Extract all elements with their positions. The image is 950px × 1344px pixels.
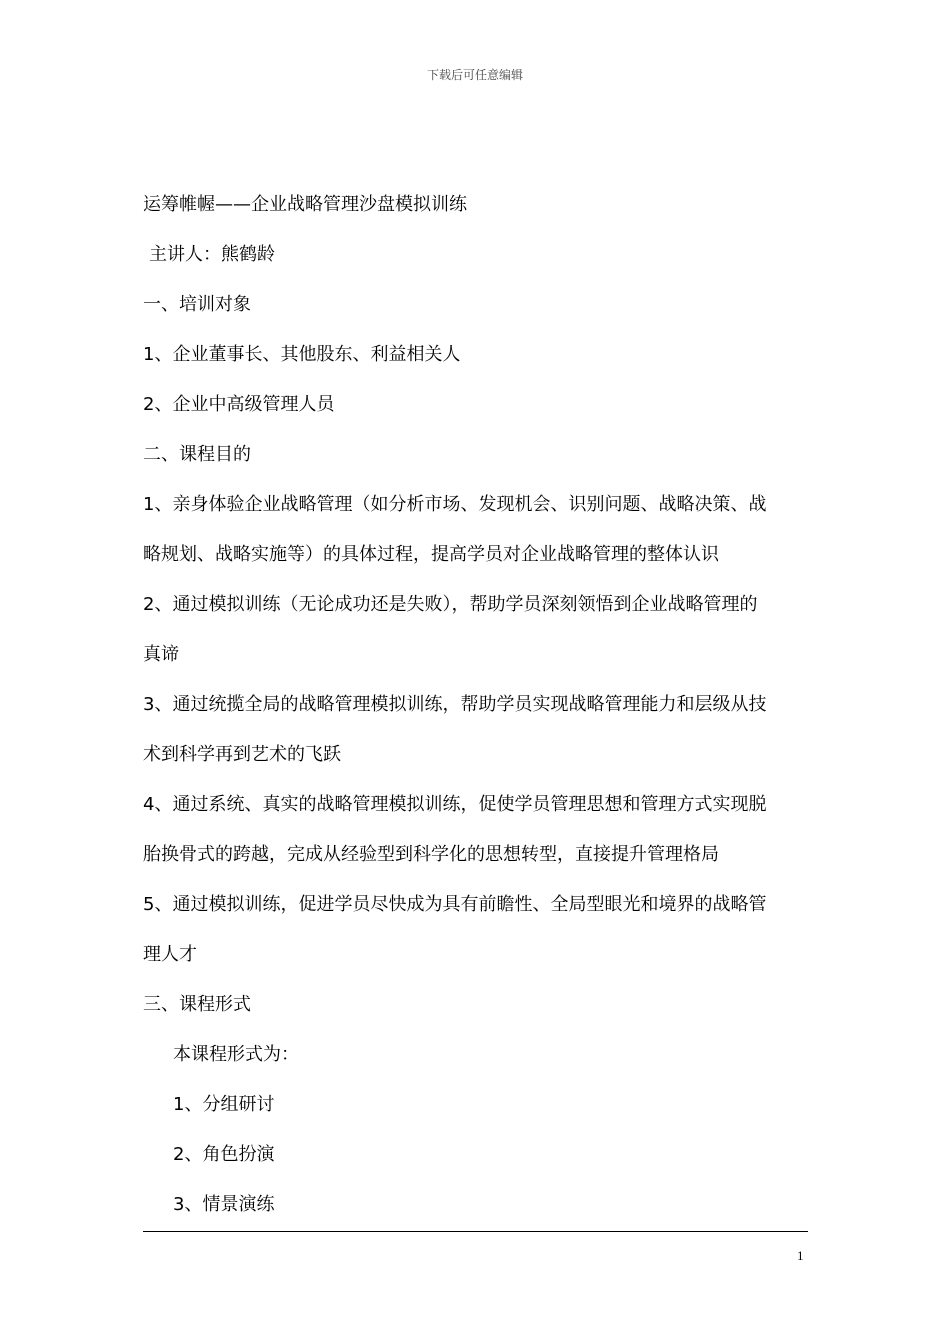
paragraph-line: 4、通过系统、真实的战略管理模拟训练，促使学员管理思想和管理方式实现脱: [143, 794, 767, 815]
lecturer-line: 主讲人：熊鹤龄: [149, 244, 275, 265]
paragraph-line: 胎换骨式的跨越，完成从经验型到科学化的思想转型，直接提升管理格局: [143, 844, 719, 865]
paragraph-line: 5、通过模拟训练，促进学员尽快成为具有前瞻性、全局型眼光和境界的战略管: [143, 894, 767, 915]
list-item: 1、分组研讨: [173, 1094, 275, 1115]
list-item: 1、企业董事长、其他股东、利益相关人: [143, 344, 461, 365]
section-heading-course-purpose: 二、课程目的: [143, 444, 251, 465]
document-body: [143, 180, 813, 1230]
paragraph-line: 3、通过统揽全局的战略管理模拟训练，帮助学员实现战略管理能力和层级从技: [143, 694, 767, 715]
paragraph-line: 理人才: [143, 944, 197, 965]
paragraph-line: 1、亲身体验企业战略管理（如分析市场、发现机会、识别问题、战略决策、战: [143, 494, 767, 515]
paragraph-line: 本课程形式为：: [173, 1044, 299, 1065]
section-heading-course-format: 三、课程形式: [143, 994, 251, 1015]
page-header: 下载后可任意编辑: [426, 68, 523, 82]
paragraph-line: 略规划、战略实施等）的具体过程，提高学员对企业战略管理的整体认识: [143, 544, 719, 565]
paragraph-line: 2、通过模拟训练（无论成功还是失败），帮助学员深刻领悟到企业战略管理的: [143, 594, 758, 615]
paragraph-line: 真谛: [143, 644, 179, 665]
list-item: 3、情景演练: [173, 1194, 275, 1215]
section-heading-training-target: 一、培训对象: [143, 294, 251, 315]
page-number: 1: [797, 1248, 804, 1263]
paragraph-line: 术到科学再到艺术的飞跃: [143, 744, 341, 765]
list-item: 2、企业中高级管理人员: [143, 394, 335, 415]
document-title: 运筹帷幄——企业战略管理沙盘模拟训练: [143, 194, 467, 215]
footer-divider: [143, 1231, 808, 1232]
list-item: 2、角色扮演: [173, 1144, 275, 1165]
